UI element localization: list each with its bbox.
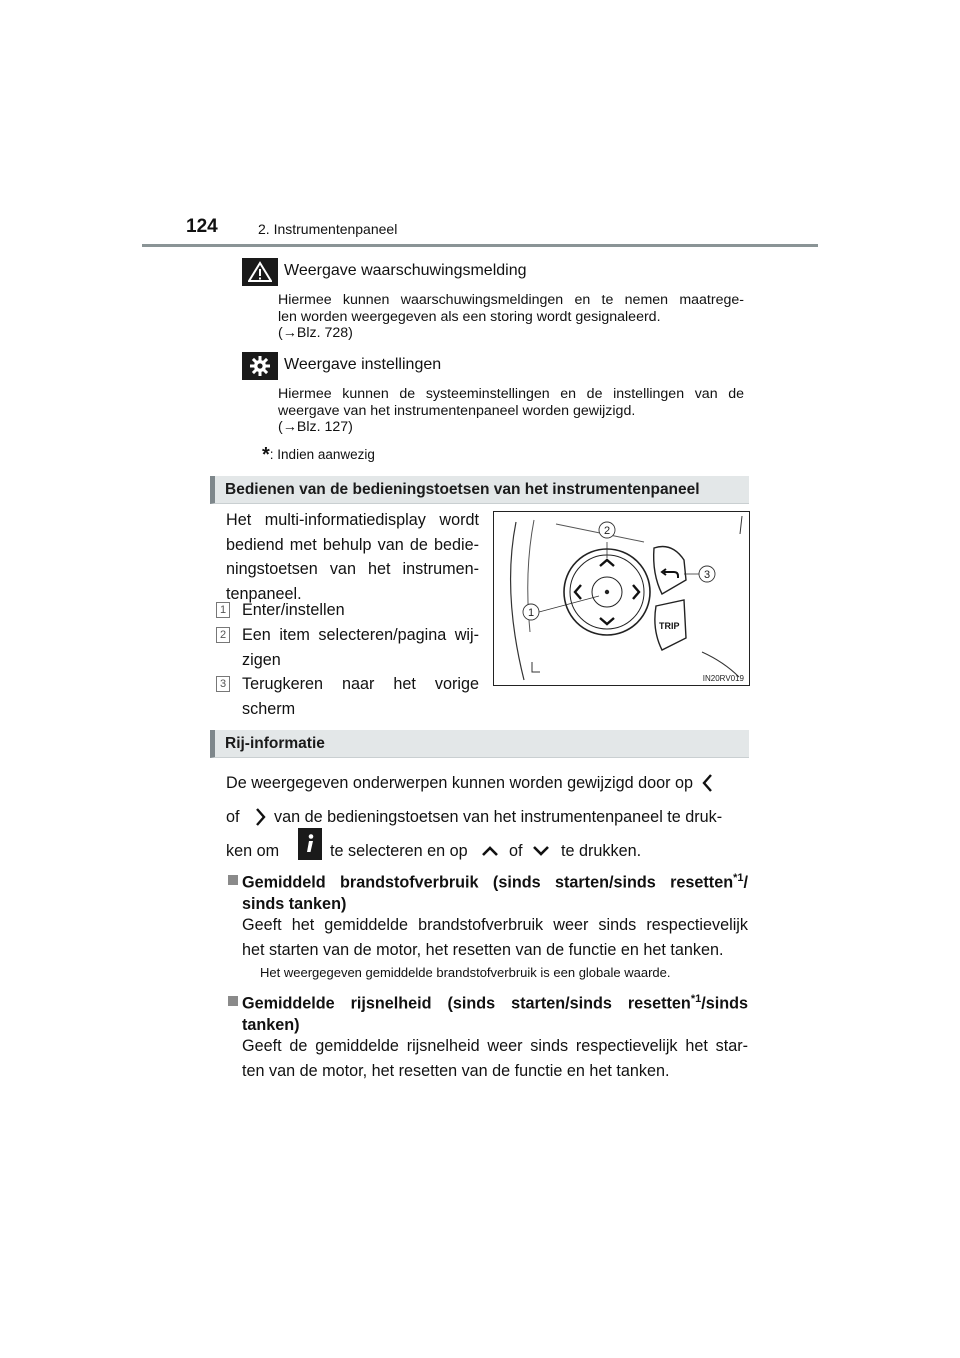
settings-desc-line2: weergave van het instrumentenpaneel worden gewijzigd. xyxy=(278,402,636,419)
item-3-line1: Terugkeren naar het vorige xyxy=(242,675,479,693)
bullet-square xyxy=(228,996,238,1006)
item-number-3: 3 xyxy=(216,676,230,692)
intro2-of-2: of xyxy=(509,842,523,860)
bullet2-body-line2: ten van de motor, het resetten van de functie en het tanken. xyxy=(242,1061,670,1080)
item-3-label xyxy=(242,672,479,721)
callout-number-1: 1 xyxy=(527,607,535,619)
item-2-label xyxy=(242,623,479,672)
intro-line3: ningstoetsen van het instrumen- xyxy=(226,560,479,578)
bullet2-head-b: /sinds xyxy=(701,994,748,1013)
bullet2-head-a: Gemiddelde rijsnelheid (sinds starten/sinds resetten xyxy=(242,994,691,1013)
item-1-label: Enter/instellen xyxy=(242,601,345,619)
intro2-line2: van de bedieningstoetsen van het instrumentenpaneel te druk- xyxy=(274,808,723,826)
down-arrow-icon xyxy=(532,844,550,856)
callout-number-2: 2 xyxy=(603,525,611,537)
enter-dot xyxy=(605,590,609,594)
footnote-text: : Indien aanwezig xyxy=(269,447,375,462)
bullet1-body-line2: het starten van de motor, het resetten van de functie en het tanken. xyxy=(242,940,724,959)
callout-number-3: 3 xyxy=(703,569,711,581)
steering-switch-illustration xyxy=(493,511,750,686)
section-header-drive-info xyxy=(210,730,749,758)
figure-code: IN20RV019 xyxy=(702,674,744,683)
item-number-2: 2 xyxy=(216,627,230,643)
bullet2-head-line2: tanken) xyxy=(242,1016,300,1035)
back-button xyxy=(654,547,686,595)
section1-intro xyxy=(226,508,479,606)
bullet1-head-a: Gemiddeld brandstofverbruik (sinds starten/sinds resetten xyxy=(242,873,734,892)
intro2-line1: De weergegeven onderwerpen kunnen worden gewijzigd door op xyxy=(226,774,694,792)
wheel-edge-line xyxy=(511,522,524,680)
warning-icon xyxy=(242,258,278,286)
bullet-square xyxy=(228,875,238,885)
intro2-of-1: of xyxy=(226,808,240,826)
intro-line1: Het multi-informatiedisplay wordt xyxy=(226,511,479,529)
intro2-press: te drukken. xyxy=(561,842,642,860)
up-arrow-icon xyxy=(481,845,499,857)
warning-desc-ref: (→Blz. 728) xyxy=(278,325,353,341)
section-header-steering-switches xyxy=(210,476,749,504)
info-icon xyxy=(298,828,322,860)
settings-display-title: Weergave instellingen xyxy=(284,356,442,373)
section-title: Bedienen van de bedieningstoetsen van het instrumentenpaneel xyxy=(225,481,700,498)
intro2-ken-om: ken om xyxy=(226,842,280,860)
bullet1-body xyxy=(242,913,748,962)
bullet1-head-line2: sinds tanken) xyxy=(242,895,347,914)
item-3-line2: scherm xyxy=(242,699,296,718)
trip-label: TRIP xyxy=(659,621,680,631)
intro-line4: tenpaneel. xyxy=(226,584,302,603)
section2-title: Rij-informatie xyxy=(225,735,325,752)
bullet2-heading xyxy=(242,988,748,1036)
bullet1-heading xyxy=(242,867,748,915)
bullet1-sup: *1 xyxy=(733,872,744,884)
bullet2-sup: *1 xyxy=(690,993,702,1005)
panel-line-right xyxy=(740,516,742,534)
warning-desc-line1: Hiermee kunnen waarschuwingsmeldingen en te nemen maatrege- xyxy=(278,292,744,308)
chapter-title: 2. Instrumentenpaneel xyxy=(258,221,398,237)
settings-desc-line1: Hiermee kunnen de systeeminstellingen en de instellingen van de xyxy=(278,386,744,402)
page-number: 124 xyxy=(186,216,218,237)
steering-switch-drawing xyxy=(494,512,749,685)
header-divider xyxy=(142,244,818,247)
panel-notch xyxy=(532,662,540,672)
warning-display-title: Weergave waarschuwingsmelding xyxy=(284,262,527,279)
bullet1-body-line1: Geeft het gemiddelde brandstofverbruik weer sinds respectievelijk xyxy=(242,916,748,934)
left-arrow-icon xyxy=(701,773,715,793)
bullet2-body-line1: Geeft de gemiddelde rijsnelheid weer sinds respectievelijk het star- xyxy=(242,1037,748,1055)
footnote xyxy=(262,444,375,467)
section2-intro xyxy=(226,771,748,873)
bullet1-head-b: / xyxy=(743,873,748,892)
item-2-line1: Een item selecteren/pagina wij- xyxy=(242,626,479,644)
item-2-line2: zigen xyxy=(242,650,281,669)
settings-desc-ref: (→Blz. 127) xyxy=(278,419,353,435)
intro2-select: te selecteren en op xyxy=(330,842,468,860)
item-number-1: 1 xyxy=(216,602,230,618)
right-arrow-icon xyxy=(253,807,267,827)
intro-line2: bediend met behulp van de bedie- xyxy=(226,535,479,554)
warning-desc-line2: len worden weergegeven als een storing wordt gesignaleerd. xyxy=(278,308,661,325)
settings-gear-icon xyxy=(242,352,278,380)
bullet1-note: Het weergegeven gemiddelde brandstofverbruik is een globale waarde. xyxy=(260,965,671,980)
bullet2-body xyxy=(242,1034,748,1083)
footnote-mark: * xyxy=(262,444,270,466)
